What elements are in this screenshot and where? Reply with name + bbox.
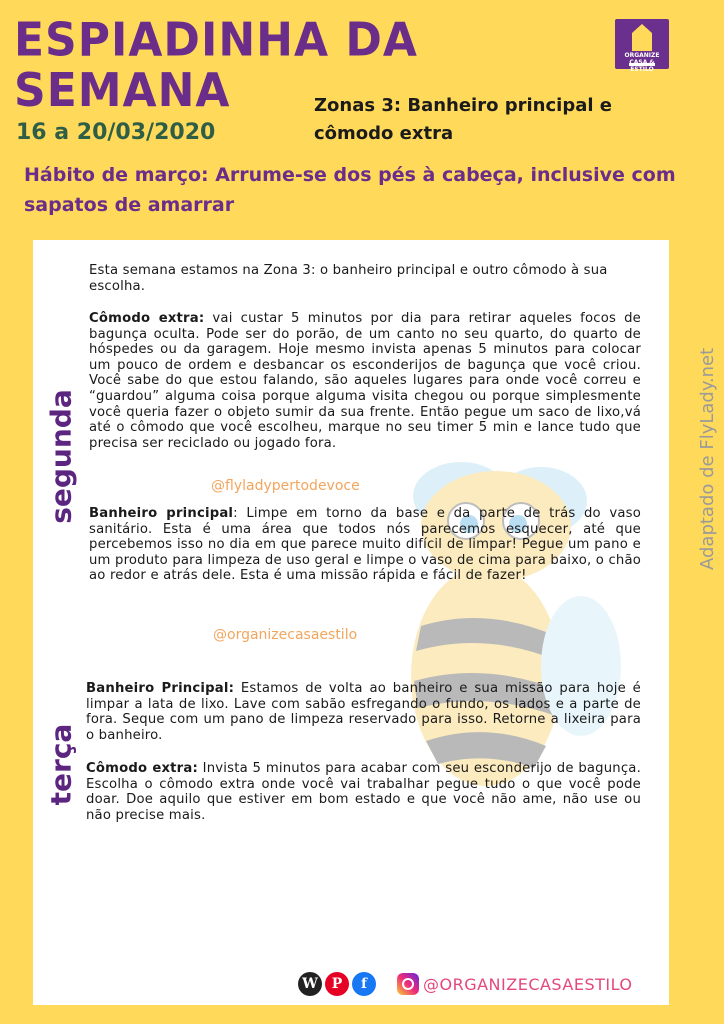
monday-bathroom-text: : Limpe em torno da base e da parte de trás do vaso sanitário. Esta é uma área que todos nós parecemos esquecer, até que percebemos isso no dia em que parece muito difícil de limpar! Pegue um pano e um produto para limpeza de uso geral e limpe o vaso de cima para baixo, o chão ao redor e atrás dele. Esta é uma missão rápida e fácil de fazer!: [89, 506, 642, 584]
zone-title: Zonas 3: Banheiro principal e cômodo extra: [314, 95, 612, 144]
facebook-icon[interactable]: f: [352, 972, 376, 996]
tuesday-extra-room-paragraph: [86, 761, 641, 823]
content-card: [33, 240, 669, 1005]
wordpress-icon[interactable]: W: [298, 972, 322, 996]
day-label-monday: segunda: [44, 389, 78, 524]
intro-paragraph: Esta semana estamos na Zona 3: o banheiro principal e outro cômodo à sua escolha.: [89, 263, 608, 294]
pinterest-icon[interactable]: P: [325, 972, 349, 996]
logo-bar: [629, 63, 655, 66]
monday-extra-room-label: Cômodo extra:: [89, 311, 205, 326]
tuesday-extra-room-text: Invista 5 minutos para acabar com seu esconderijo de bagunça. Escolha o cômodo extra onde você vai trabalhar pegue tudo o que você pode doar. Doe aquilo que estiver em bom estado e que você não ame, não use ou não precise mais.: [86, 761, 641, 823]
instagram-handle[interactable]: @ORGANIZECASAESTILO: [423, 974, 633, 994]
tuesday-bathroom-text: Estamos de volta ao banheiro e sua missão para hoje é limpar a lata de lixo. Lave com sabão esfregando o fundo, os lados e a parte de fora. Seque com um pano de limpeza reservado para isso. Retorne a lixeira para o banheiro.: [86, 681, 641, 743]
brand-logo: [615, 19, 669, 73]
social-footer: [298, 971, 633, 997]
monday-extra-room-text: vai custar 5 minutos por dia para retirar aqueles focos de bagunça oculta. Pode ser do porão, de um canto no seu quarto, do quarto de hóspedes ou da garagem. Hoje mesmo invista apenas 5 minutos para colocar um pouco de ordem e desbancar os esconderijos de bagunça que você criou. Você sabe do que estou falando, são aqueles lugares para onde você correu e “guardou” alguma coisa porque alguma visita chegou ou porque simplesmente você queria fazer o objeto sumir da sua frente. Então pegue um saco de lixo,vá até o cômodo que você escolheu, marque no seu timer 5 min e lance tudo que precisa ser reciclado ou jogado fora.: [89, 311, 641, 451]
house-icon: [632, 33, 652, 51]
monday-extra-room-paragraph: [89, 311, 641, 451]
logo-text: ORGANIZE ESTILO: [624, 52, 660, 73]
watermark-organize: @organizecasaestilo: [213, 627, 358, 643]
watermark-flylady: @flyladypertodevoce: [211, 478, 360, 494]
tuesday-bathroom-label: Banheiro Principal:: [86, 681, 235, 696]
monthly-habit: Hábito de março: Arrume-se dos pés à cabeça, inclusive com sapatos de amarrar: [24, 164, 676, 216]
side-credit: Adaptado de FlyLady.net: [697, 347, 718, 570]
house-roof-icon: [632, 24, 652, 33]
tuesday-bathroom-paragraph: [86, 681, 641, 743]
tuesday-extra-room-label: Cômodo extra:: [86, 761, 198, 776]
title-line-1: ESPIADINHA DA: [14, 13, 418, 68]
instagram-icon[interactable]: [397, 973, 419, 995]
title-line-2: SEMANA: [14, 63, 231, 118]
day-label-tuesday: terça: [44, 723, 78, 806]
monday-bathroom-label: Banheiro principal: [89, 506, 234, 521]
week-date: 16 a 20/03/2020: [16, 120, 216, 145]
monday-bathroom-paragraph: [89, 506, 641, 584]
